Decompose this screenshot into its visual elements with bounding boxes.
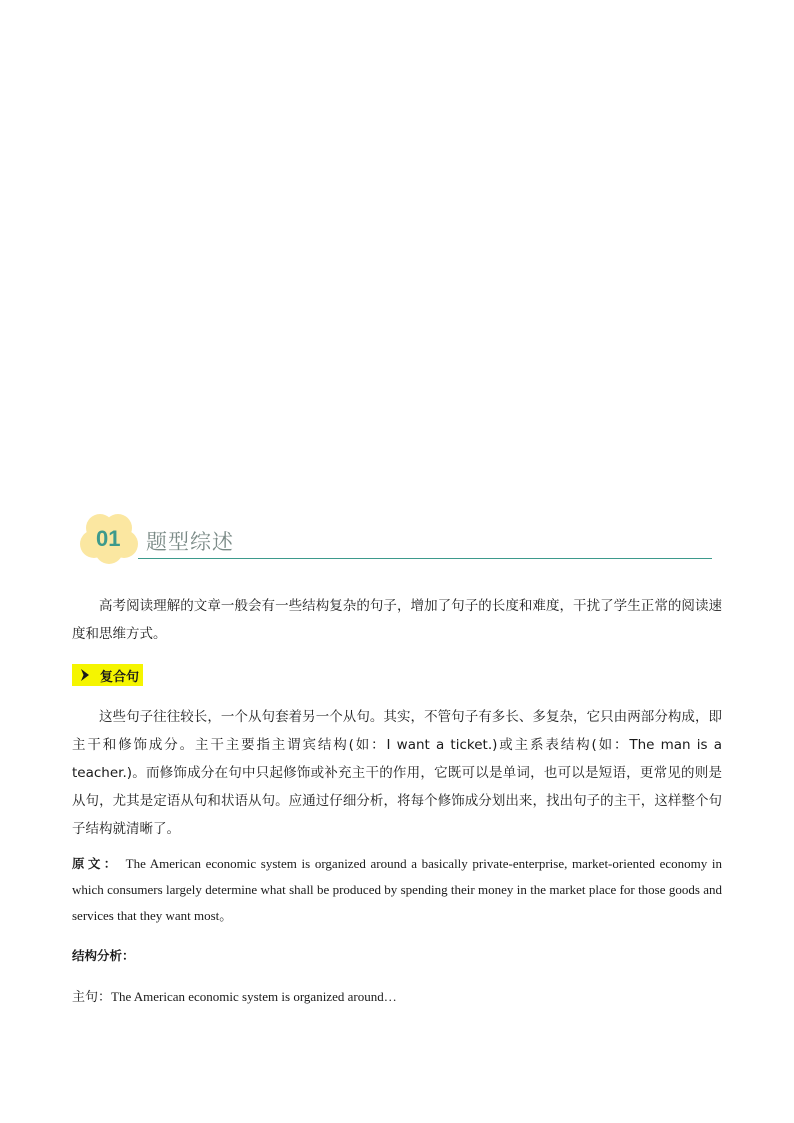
subheading-label: 复合句: [100, 669, 140, 685]
section-header: [78, 510, 718, 566]
section-divider: [138, 558, 712, 559]
arrow-right-icon: [74, 669, 96, 681]
subheading-compound-sentence: [72, 664, 143, 686]
source-paragraph: [72, 851, 722, 929]
body-paragraph: 这些句子往往较长，一个从句套着另一个从句。其实，不管句子有多长、多复杂，它只由两部分构成，即主干和修饰成分。主干主要指主谓宾结构(如：I want a ticket.)或主系表结构(如：The man is a teacher.)。而修饰成分在句中只起修饰或补充主干的作用，它既可以是单词，也可以是短语，更常见的则是从句，尤其是定语从句和状语从句。应通过仔细分析，将每个修饰成分划出来，找出句子的主干，这样整个句子结构就清晰了。: [72, 709, 722, 837]
source-label: 原文：: [72, 856, 120, 871]
main-clause-line: [72, 986, 397, 1005]
source-text: The American economic system is organized around a basically private-enterprise, market-oriented economy in which consumers largely determine what shall be produced by spending their money in the market place for those goods and services that they want most。: [72, 856, 722, 923]
main-clause-text: The American economic system is organized around…: [111, 989, 397, 1004]
section-number: 01: [96, 526, 121, 551]
section-title: 题型综述: [146, 530, 234, 554]
analysis-heading: 结构分析：: [72, 948, 135, 963]
intro-paragraph: 高考阅读理解的文章一般会有一些结构复杂的句子，增加了句子的长度和难度，干扰了学生正常的阅读速度和思维方式。: [72, 598, 722, 642]
main-clause-label: 主句：: [72, 990, 112, 1005]
